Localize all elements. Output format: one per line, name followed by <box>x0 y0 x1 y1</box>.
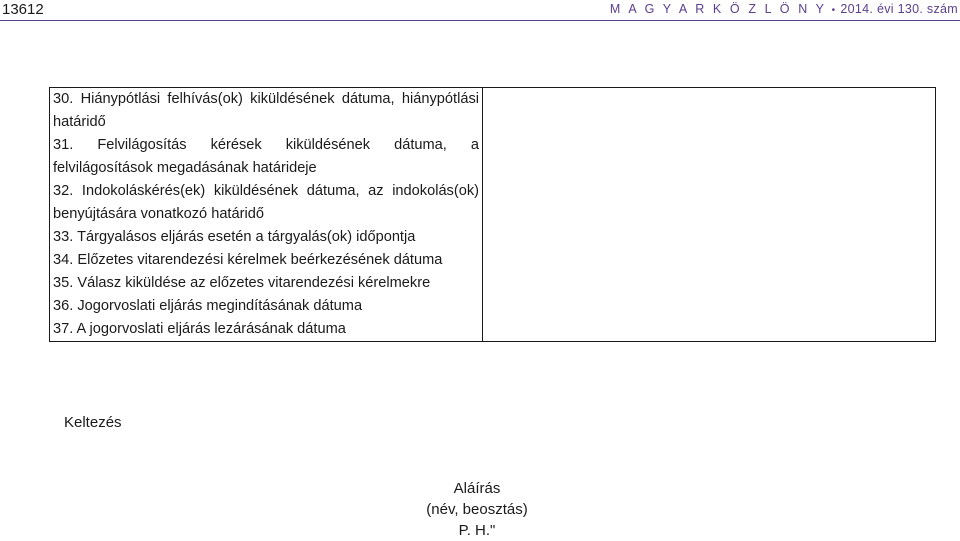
list-item-32: 32. Indokoláskérés(ek) kiküldésének dátuma, az indokolás(ok) benyújtására vonatkozó határidő <box>53 183 479 222</box>
date-label: Keltezés <box>64 414 122 431</box>
list-item-34: 34. Előzetes vitarendezési kérelmek beérkezésének dátuma <box>53 252 443 268</box>
running-title <box>610 2 958 16</box>
list-item-36: 36. Jogorvoslati eljárás megindításának dátuma <box>53 298 363 314</box>
list-item-37: 37. A jogorvoslati eljárás lezárásának dátuma <box>53 321 346 337</box>
page-header <box>0 0 960 20</box>
procedure-dates-table <box>49 87 936 342</box>
issue-number: 2014. évi 130. szám <box>840 2 958 16</box>
signature-stamp: P. H." <box>458 522 496 539</box>
journal-title: M A G Y A R K Ö Z L Ö N Y <box>609 2 827 16</box>
list-item-31: 31. Felvilágosítás kérések kiküldésének dátuma, a felvilágosítások megadásának határideje <box>53 137 479 176</box>
list-item-33: 33. Tárgyalásos eljárás esetén a tárgyalás(ok) időpontja <box>53 229 416 245</box>
page-number: 13612 <box>2 1 44 18</box>
list-item-30: 30. Hiánypótlási felhívás(ok) kiküldésének dátuma, hiánypótlási határidő <box>53 91 479 130</box>
separator-bullet: • <box>831 5 836 16</box>
label-cell <box>50 88 483 342</box>
table-row <box>50 88 936 342</box>
signature-block <box>400 478 554 541</box>
header-rule <box>0 20 960 21</box>
signature-label: Aláírás <box>453 480 501 497</box>
list-item-35: 35. Válasz kiküldése az előzetes vitarendezési kérelmekre <box>53 275 431 291</box>
value-cell <box>483 88 936 342</box>
signature-name-position: (név, beosztás) <box>426 501 528 518</box>
